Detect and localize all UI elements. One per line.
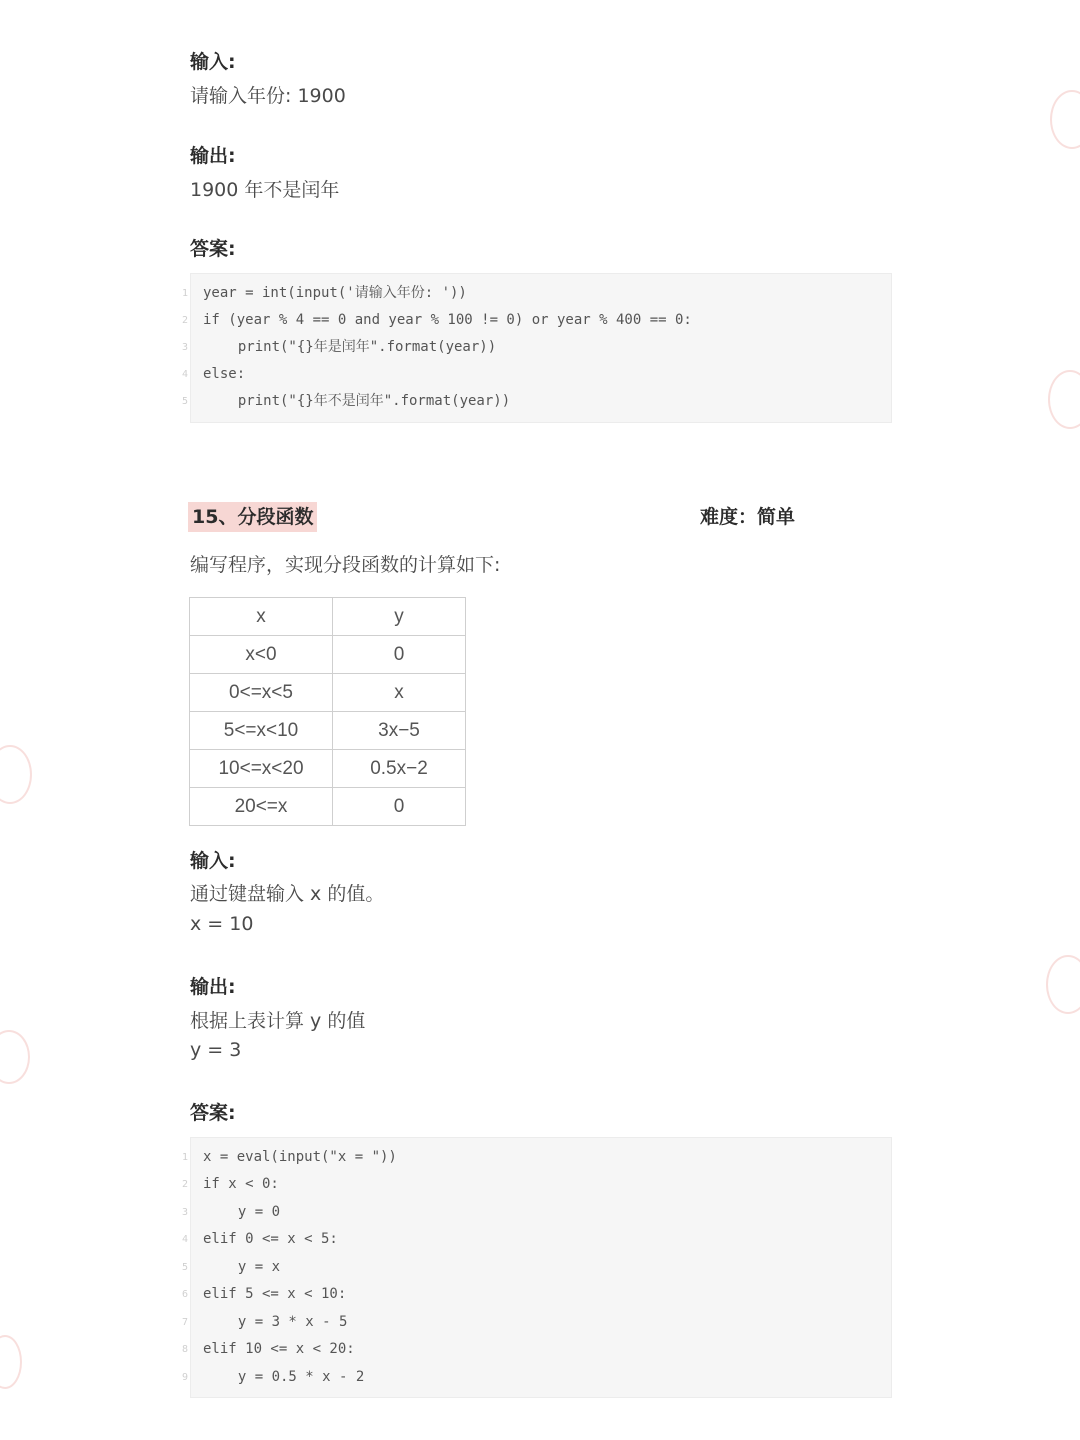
answer-label: 答案: bbox=[190, 1102, 236, 1124]
table-row bbox=[190, 674, 466, 712]
code-text: x = eval(input("x = ")) bbox=[203, 1149, 397, 1165]
line-number: 5 bbox=[181, 1262, 188, 1273]
line-number: 4 bbox=[181, 369, 188, 380]
table-cell: x<0 bbox=[190, 636, 333, 674]
code-line bbox=[181, 1144, 891, 1171]
table-cell: 0 bbox=[333, 788, 466, 826]
problem-description: 编写程序，实现分段函数的计算如下: bbox=[190, 554, 501, 576]
table-header-x: x bbox=[190, 598, 333, 636]
code-line bbox=[181, 1226, 891, 1253]
watermark-doodle bbox=[1050, 90, 1080, 149]
code-text: print("{}年不是闰年".format(year)) bbox=[221, 393, 511, 409]
line-number: 2 bbox=[181, 1179, 188, 1190]
code-line bbox=[181, 1199, 891, 1226]
line-number: 1 bbox=[181, 1152, 188, 1163]
table-cell: x bbox=[333, 674, 466, 712]
watermark-doodle bbox=[0, 1030, 30, 1084]
code-text: else: bbox=[203, 366, 246, 382]
code-text: elif 0 <= x < 5: bbox=[203, 1231, 338, 1247]
output-value: y = 3 bbox=[190, 1039, 242, 1061]
line-number: 4 bbox=[181, 1234, 188, 1245]
code-text: elif 5 <= x < 10: bbox=[203, 1286, 347, 1302]
code-line bbox=[181, 1281, 891, 1308]
table-cell: 10<=x<20 bbox=[190, 750, 333, 788]
code-line bbox=[181, 280, 891, 307]
code-line bbox=[181, 388, 891, 415]
code-text: year = int(input('请输入年份: ')) bbox=[203, 285, 467, 301]
watermark-doodle bbox=[0, 1335, 22, 1389]
table-cell: 20<=x bbox=[190, 788, 333, 826]
watermark-doodle bbox=[1046, 955, 1080, 1014]
watermark-doodle bbox=[0, 745, 32, 804]
watermark-doodle bbox=[1048, 370, 1080, 429]
table-header-y: y bbox=[333, 598, 466, 636]
answer-label: 答案: bbox=[190, 238, 236, 260]
code-block-piecewise bbox=[181, 1137, 892, 1398]
code-line bbox=[181, 361, 891, 388]
code-text: if x < 0: bbox=[203, 1176, 279, 1192]
code-text: y = 0.5 * x - 2 bbox=[221, 1369, 365, 1385]
table-row bbox=[190, 636, 466, 674]
output-label: 输出: bbox=[190, 145, 236, 167]
line-number: 7 bbox=[181, 1317, 188, 1328]
input-value: x = 10 bbox=[190, 913, 254, 935]
code-line bbox=[181, 307, 891, 334]
code-line bbox=[181, 334, 891, 361]
input-label: 输入: bbox=[190, 51, 236, 73]
code-text: y = 3 * x - 5 bbox=[221, 1314, 348, 1330]
table-cell: 3x−5 bbox=[333, 712, 466, 750]
code-text: elif 10 <= x < 20: bbox=[203, 1341, 355, 1357]
code-text: print("{}年是闰年".format(year)) bbox=[221, 339, 497, 355]
line-number: 2 bbox=[181, 315, 188, 326]
input-text: 请输入年份: 1900 bbox=[190, 85, 346, 107]
code-text: y = x bbox=[221, 1259, 281, 1275]
code-text: if (year % 4 == 0 and year % 100 != 0) or year % 400 == 0: bbox=[203, 312, 692, 328]
code-block-leap-year bbox=[181, 273, 892, 423]
input-label: 输入: bbox=[190, 850, 236, 872]
table-cell: 0 bbox=[333, 636, 466, 674]
line-number: 5 bbox=[181, 396, 188, 407]
table-row bbox=[190, 750, 466, 788]
code-line bbox=[181, 1336, 891, 1363]
output-text: 1900 年不是闰年 bbox=[190, 179, 340, 201]
line-number: 6 bbox=[181, 1289, 188, 1300]
table-cell: 5<=x<10 bbox=[190, 712, 333, 750]
piecewise-table bbox=[189, 597, 466, 826]
output-label: 输出: bbox=[190, 976, 236, 998]
code-line bbox=[181, 1309, 891, 1336]
line-number: 1 bbox=[181, 288, 188, 299]
difficulty-label: 难度：简单 bbox=[700, 506, 796, 528]
table-header-row bbox=[190, 598, 466, 636]
table-cell: 0<=x<5 bbox=[190, 674, 333, 712]
table-row bbox=[190, 788, 466, 826]
line-number: 9 bbox=[181, 1372, 188, 1383]
code-line bbox=[181, 1254, 891, 1281]
output-description: 根据上表计算 y 的值 bbox=[190, 1010, 366, 1032]
table-cell: 0.5x−2 bbox=[333, 750, 466, 788]
problem-title: 15、分段函数 bbox=[188, 502, 317, 532]
line-number: 8 bbox=[181, 1344, 188, 1355]
input-description: 通过键盘输入 x 的值。 bbox=[190, 883, 385, 905]
table-row bbox=[190, 712, 466, 750]
code-text: y = 0 bbox=[221, 1204, 281, 1220]
code-line bbox=[181, 1171, 891, 1198]
line-number: 3 bbox=[181, 1207, 188, 1218]
code-line bbox=[181, 1364, 891, 1391]
line-number: 3 bbox=[181, 342, 188, 353]
